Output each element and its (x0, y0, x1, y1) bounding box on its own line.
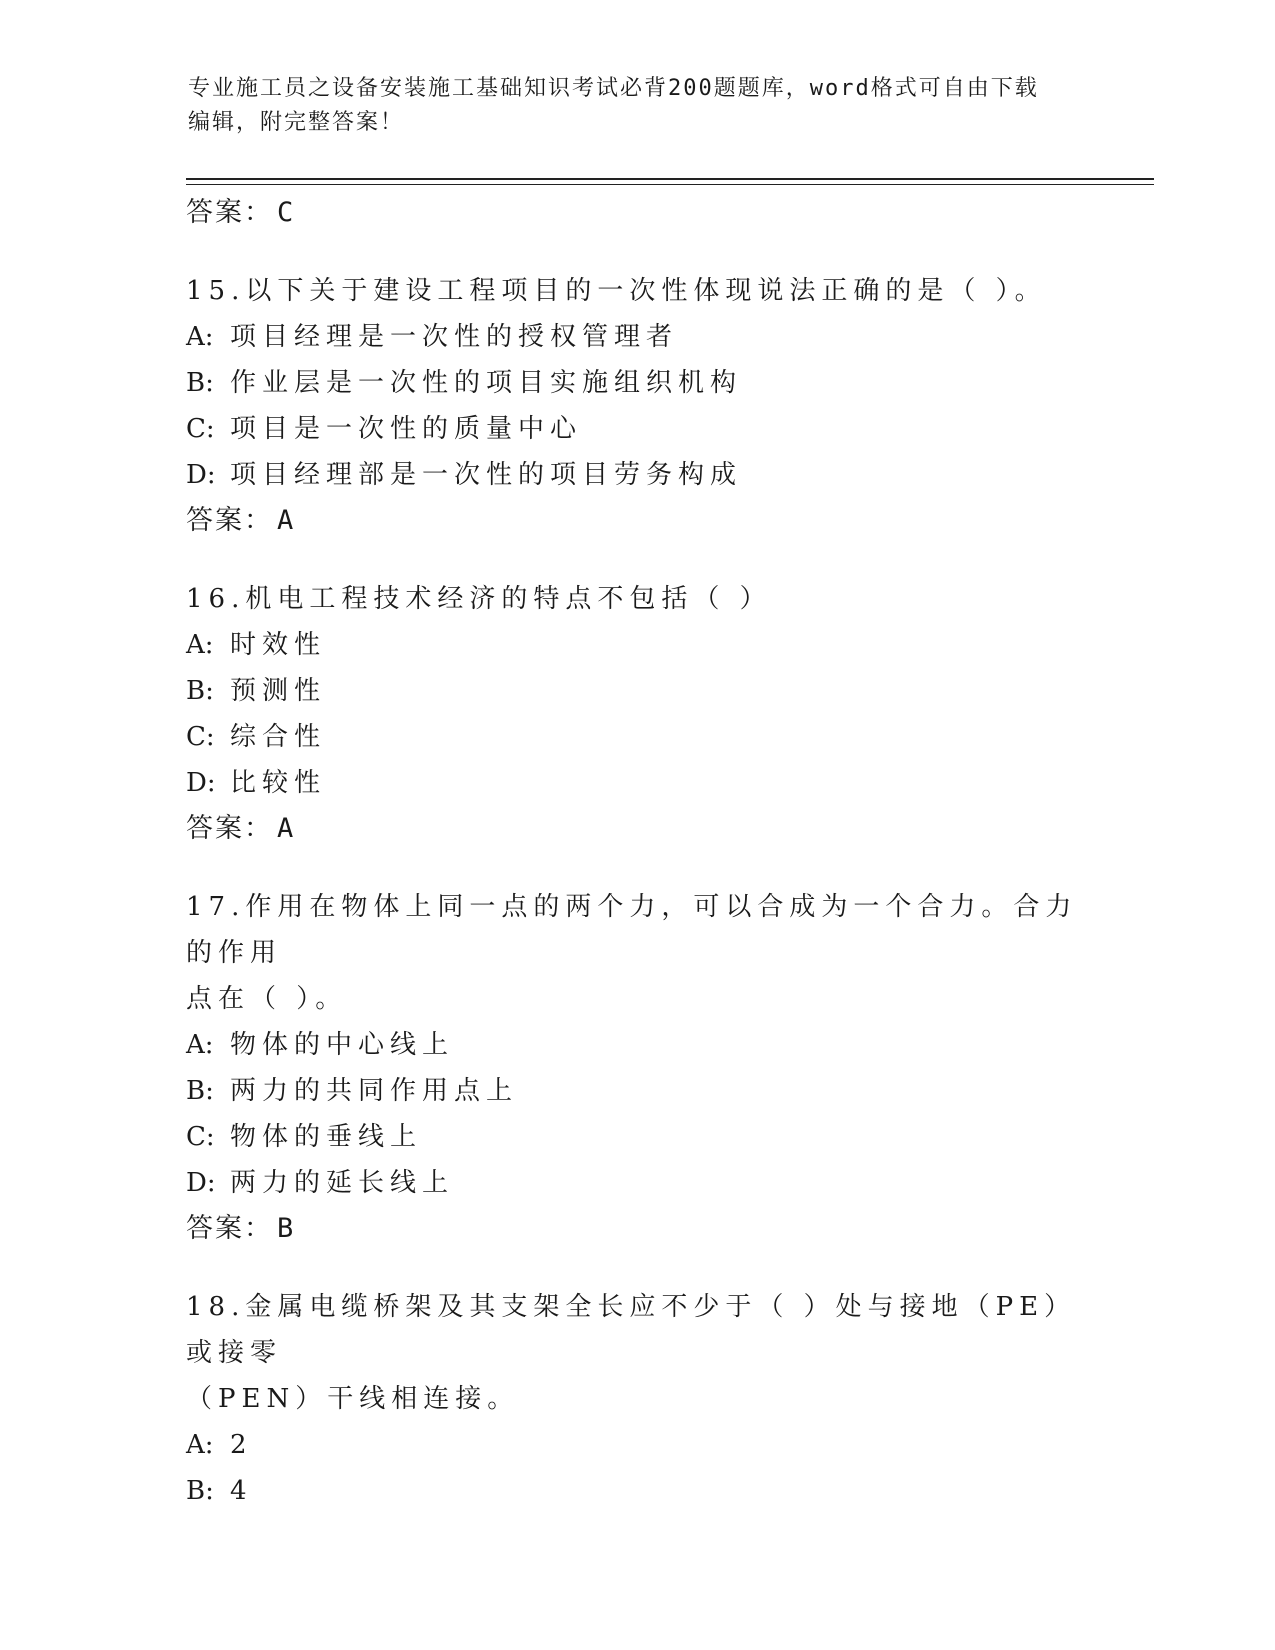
question-stem: 18.金属电缆桥架及其支架全长应不少于（ ）处与接地（PE）或接零 (186, 1292, 1077, 1368)
option-key: A: (186, 322, 214, 352)
question-answer (186, 806, 1086, 852)
option-text: 预测性 (230, 676, 327, 706)
answer-value: A (277, 505, 296, 536)
option-d (186, 452, 1086, 498)
option-b (186, 1468, 1086, 1514)
question-16 (186, 576, 1086, 852)
question-stem-continued: （PEN）干线相连接。 (186, 1384, 520, 1414)
option-key: A: (186, 1430, 214, 1460)
header-divider-thin (186, 184, 1154, 185)
option-text: 物体的垂线上 (230, 1122, 423, 1152)
question-stem-continued: 点在（ ）。 (186, 984, 348, 1014)
answer-label: 答案： (186, 505, 273, 536)
answer-label: 答案： (186, 197, 273, 228)
option-text: 两力的延长线上 (230, 1168, 455, 1198)
option-key: B: (186, 676, 214, 706)
option-text: 2 (230, 1430, 253, 1460)
option-d (186, 1160, 1086, 1206)
answer-value: A (277, 813, 296, 844)
header-line-1: 专业施工员之设备安装施工基础知识考试必背200题题库，word格式可自由下载 (188, 76, 1039, 101)
question-18 (186, 1284, 1086, 1514)
header-divider-thick (186, 178, 1154, 180)
option-c (186, 714, 1086, 760)
answer-label: 答案： (186, 813, 273, 844)
option-text: 项目经理部是一次性的项目劳务构成 (230, 460, 743, 490)
option-text: 时效性 (230, 630, 327, 660)
option-key: B: (186, 1076, 214, 1106)
option-b (186, 668, 1086, 714)
document-body (186, 190, 1086, 1514)
option-a (186, 314, 1086, 360)
option-b (186, 360, 1086, 406)
question-15 (186, 268, 1086, 544)
answer-value: B (277, 1213, 296, 1244)
option-text: 综合性 (230, 722, 327, 752)
option-key: B: (186, 1476, 214, 1506)
option-d (186, 760, 1086, 806)
option-key: D: (186, 768, 216, 798)
document-header (188, 72, 1068, 140)
question-answer (186, 498, 1086, 544)
option-key: D: (186, 1168, 216, 1198)
question-stem: 17.作用在物体上同一点的两个力，可以合成为一个合力。合力的作用 (186, 892, 1078, 968)
option-text: 4 (230, 1476, 253, 1506)
option-a (186, 1022, 1086, 1068)
option-key: D: (186, 460, 216, 490)
question-answer (186, 1206, 1086, 1252)
option-c (186, 406, 1086, 452)
option-key: C: (186, 722, 215, 752)
option-text: 作业层是一次性的项目实施组织机构 (230, 368, 743, 398)
option-text: 项目经理是一次性的授权管理者 (230, 322, 679, 352)
option-key: A: (186, 1030, 214, 1060)
option-c (186, 1114, 1086, 1160)
option-text: 两力的共同作用点上 (230, 1076, 519, 1106)
answer-label: 答案： (186, 1213, 273, 1244)
option-text: 比较性 (230, 768, 327, 798)
question-17 (186, 884, 1086, 1252)
option-key: C: (186, 414, 215, 444)
header-line-2: 编辑，附完整答案！ (188, 110, 405, 135)
question-stem: 16.机电工程技术经济的特点不包括（ ） (186, 584, 772, 614)
option-a (186, 1422, 1086, 1468)
option-text: 项目是一次性的质量中心 (230, 414, 583, 444)
question-stem: 15.以下关于建设工程项目的一次性体现说法正确的是（ ）。 (186, 276, 1047, 306)
option-b (186, 1068, 1086, 1114)
option-key: B: (186, 368, 214, 398)
option-a (186, 622, 1086, 668)
option-key: C: (186, 1122, 215, 1152)
option-key: A: (186, 630, 214, 660)
previous-answer (186, 190, 1086, 236)
answer-value: C (277, 197, 296, 228)
option-text: 物体的中心线上 (230, 1030, 455, 1060)
